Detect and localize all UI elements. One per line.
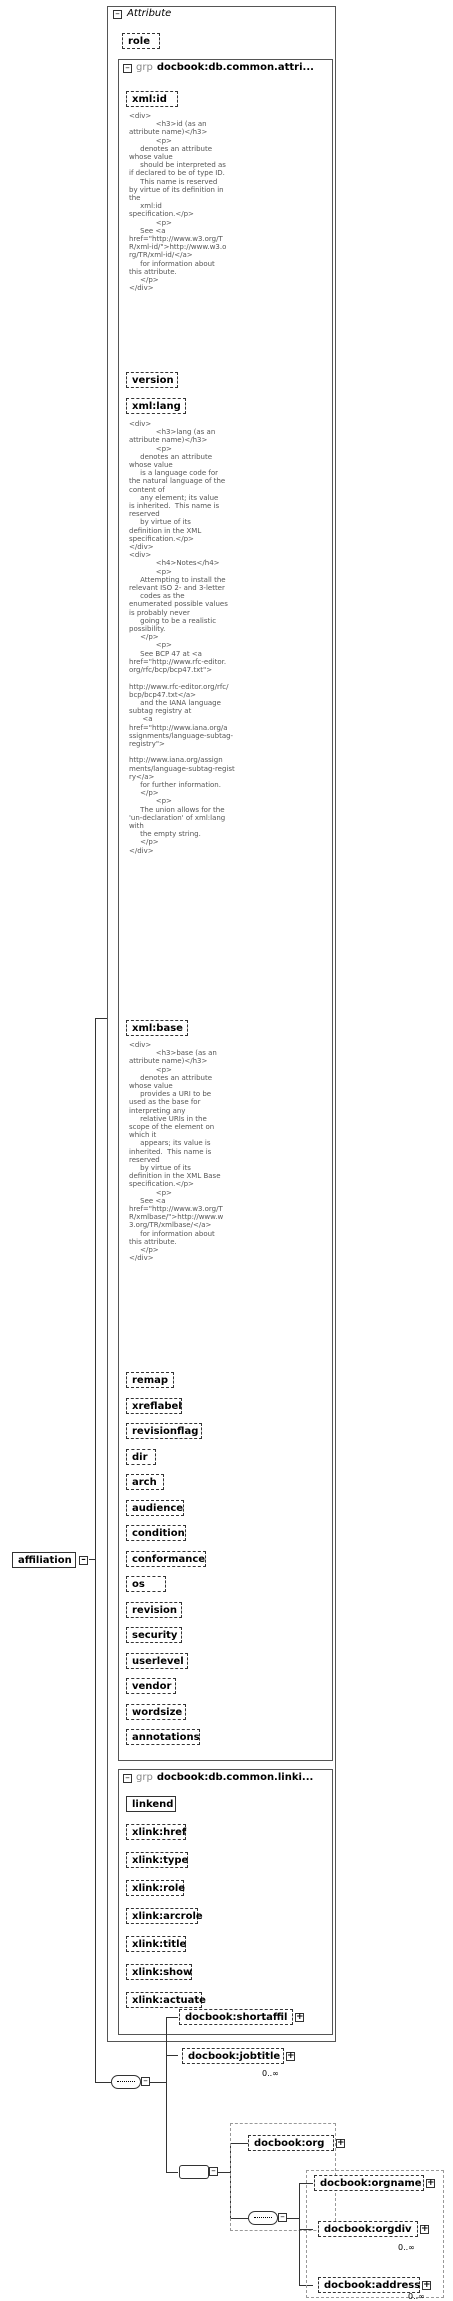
expand-icon[interactable]: + [337,2138,345,2148]
attr-condition[interactable]: condition [126,1525,186,1541]
attr-xml-base[interactable]: xml:base [126,1020,188,1036]
connector [218,2172,230,2173]
collapse-icon[interactable]: – [141,2077,150,2086]
attribute-panel-title: Attribute [127,8,172,19]
group-label: grp docbook:db.common.attri... [136,62,314,73]
connector [95,2082,111,2083]
expand-icon[interactable]: + [421,2224,429,2234]
attr-revision[interactable]: revision [126,1602,182,1618]
collapse-icon[interactable]: – [113,10,122,19]
attr-xreflabel[interactable]: xreflabel [126,1398,182,1414]
element-orgname[interactable]: docbook:orgname + [314,2175,424,2191]
connector [287,2218,299,2219]
element-orgdiv[interactable]: docbook:orgdiv + [318,2221,418,2237]
attr-userlevel[interactable]: userlevel [126,1653,188,1669]
attr-xlink-arcrole[interactable]: xlink:arcrole [126,1908,198,1924]
attr-wordsize[interactable]: wordsize [126,1704,186,1720]
connector [150,2082,166,2083]
attr-version[interactable]: version [126,372,178,388]
element-jobtitle[interactable]: docbook:jobtitle + [182,2048,284,2064]
attr-audience[interactable]: audience [126,1500,184,1516]
attr-conformance[interactable]: conformance [126,1551,206,1567]
expand-icon[interactable]: + [423,2280,431,2290]
attr-revisionflag[interactable]: revisionflag [126,1423,202,1439]
attr-annotations[interactable]: annotations [126,1729,200,1745]
choice-compositor [179,2165,209,2179]
attribute-documentation: <div> <h3>lang (as an attribute name)</h3> <p> denotes an attribute whose value is a language code for the natural language of the content of any element; its value is inherited. This name is reserved by virtue of its definition in the XML specification.</p> </div> <div> <h4>Notes</h4> <p> Attempting to install the relevant ISO 2- and 3-letter codes as the enumerated possible values is probably never going to be a realistic possibility. </p> <p> See BCP 47 at <a href="http://www.rfc-editor. org/rfc/bcp/bcp47.txt"> http://www.rfc-editor.org/rfc/ bcp/bcp47.txt</a> and the IANA language subtag registry at <a href="http://www.iana.org/a ssignments/language-subtag- registry"> http://www.iana.org/assign ments/language-subtag-regist ry</a> for further information. </p> <p> The union allows for the 'un-declaration' of xml:lang with the empty string. </p> </div> [129,420,235,855]
attr-dir[interactable]: dir [126,1449,156,1465]
attr-xlink-role[interactable]: xlink:role [126,1880,184,1896]
cardinality-label: 0..∞ [408,2292,425,2301]
expand-icon[interactable]: + [296,2012,304,2022]
connector [166,2017,178,2018]
connector [95,1018,107,1019]
collapse-icon[interactable]: – [123,64,132,73]
attr-arch[interactable]: arch [126,1474,164,1490]
common-attributes-group [118,59,333,1761]
collapse-icon[interactable]: – [123,1774,132,1783]
affiliation-label: affiliation [18,1555,72,1566]
connector [166,2172,178,2173]
linking-attributes-group [118,1769,333,2035]
attr-xml-lang[interactable]: xml:lang [126,398,186,414]
collapse-icon[interactable]: – [209,2167,218,2176]
attr-xlink-type[interactable]: xlink:type [126,1852,188,1868]
element-address[interactable]: docbook:address + [318,2277,420,2293]
connector [166,2055,178,2056]
collapse-icon[interactable]: – [278,2213,287,2222]
attribute-documentation: <div> <h3>base (as an attribute name)</h3> <p> denotes an attribute whose value provides a URI to be used as the base for interpreting any relative URIs in the scope of the element on which it appears; its value is inherited. This name is reserved by virtue of its definition in the XML Base specification.</p> <p> See <a href="http://www.w3.org/T R/xmlbase/">http://www.w 3.org/TR/xmlbase/</a> for information about this attribute. </p> </div> [129,1041,224,1263]
attr-xml-id[interactable]: xml:id [126,91,178,107]
attr-role[interactable]: role [122,33,160,49]
group-label: grp docbook:db.common.linki... [136,1772,314,1783]
collapse-icon[interactable]: – [79,1556,88,1565]
connector [299,2183,300,2285]
connector [166,2017,167,2172]
cardinality-label: 0..∞ [262,2069,279,2078]
attr-xlink-title[interactable]: xlink:title [126,1936,186,1952]
connector [95,1018,96,2082]
attr-security[interactable]: security [126,1627,182,1643]
expand-icon[interactable]: + [287,2051,295,2061]
attr-linkend[interactable]: linkend [126,1796,176,1812]
attr-remap[interactable]: remap [126,1372,174,1388]
cardinality-label: 0..∞ [398,2243,415,2252]
attr-xlink-show[interactable]: xlink:show [126,1964,192,1980]
attr-xlink-actuate[interactable]: xlink:actuate [126,1992,202,2008]
element-shortaffil[interactable]: docbook:shortaffil + [179,2009,293,2025]
attribute-documentation: <div> <h3>id (as an attribute name)</h3> <p> denotes an attribute whose value should be interpreted as if declared to be of type ID. This name is reserved by virtue of its definition in the xml:id specification.</p> <p> See <a href="http://www.w3.org/T R/xml-id/">http://www.w3.o rg/TR/xml-id/</a> for information about this attribute. </p> </div> [129,112,227,293]
sequence-compositor [248,2211,278,2225]
sequence-compositor [111,2075,141,2089]
affiliation-element[interactable] [12,1552,86,1568]
attr-os[interactable]: os [126,1576,166,1592]
element-org[interactable]: docbook:org + [248,2135,334,2151]
attribute-panel [107,6,336,2042]
attr-vendor[interactable]: vendor [126,1678,176,1694]
attr-xlink-href[interactable]: xlink:href [126,1824,186,1840]
expand-icon[interactable]: + [427,2178,435,2188]
